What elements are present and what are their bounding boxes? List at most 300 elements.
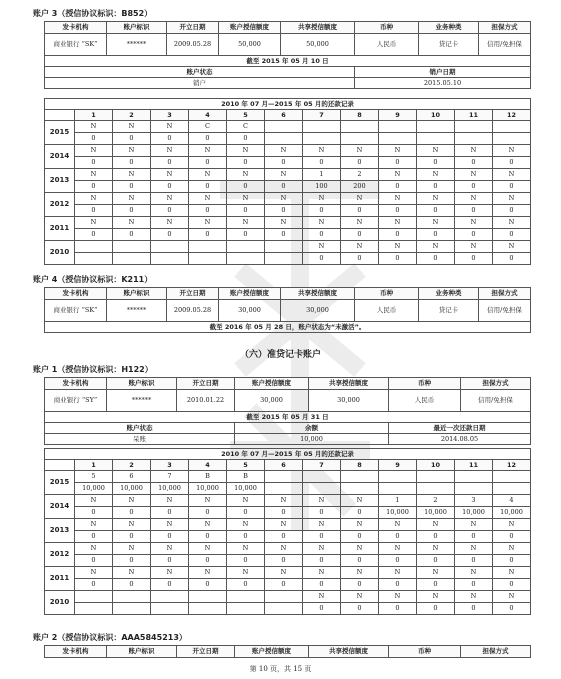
- quasi-account-1-status-cell: 1: [379, 495, 417, 507]
- account-3-status-cell: [265, 241, 303, 253]
- table-row: [45, 169, 531, 181]
- account-3-month-header: 9: [379, 110, 417, 121]
- account-3-amount-cell: 0: [265, 229, 303, 241]
- account-3-amount-cell: 0: [113, 205, 151, 217]
- account-3-month-header: 5: [227, 110, 265, 121]
- account-3-status-cell: N: [227, 145, 265, 157]
- account-3-status-cell: N: [303, 217, 341, 229]
- account-3-amount-cell: 0: [113, 133, 151, 145]
- account-3-status-cell: [227, 241, 265, 253]
- account-3-month-header: 8: [341, 110, 379, 121]
- account-3-month-header: 12: [493, 110, 531, 121]
- quasi-account-1-status-cell: N: [455, 591, 493, 603]
- account-3-status-cell: [493, 121, 531, 133]
- account-3-status-cell: N: [417, 217, 455, 229]
- account-3-month-header: 7: [303, 110, 341, 121]
- account-3-status-cell: [417, 121, 455, 133]
- quasi-account-1-status-cell: N: [151, 567, 189, 579]
- quasi-account-2-header-cell: 账户授信额度: [235, 646, 309, 658]
- account-3-status-cell: N: [227, 193, 265, 205]
- account-4-header-cell: 开立日期: [167, 288, 219, 300]
- quasi-account-1-status-cell: [303, 471, 341, 483]
- account-3-amount-cell: 0: [379, 205, 417, 217]
- quasi-account-1-status-cell: N: [265, 495, 303, 507]
- account-3-status-cell: N: [493, 169, 531, 181]
- account-3-amount-cell: [303, 133, 341, 145]
- account-3-amount-cell: 0: [151, 133, 189, 145]
- account-3-status-cell: N: [113, 217, 151, 229]
- account-3-month-header: 10: [417, 110, 455, 121]
- account-3-close-value: 2015.05.10: [355, 78, 531, 89]
- account-3-amount-cell: 0: [189, 229, 227, 241]
- account-3-amount-cell: 0: [341, 229, 379, 241]
- account-3-status-cell: N: [493, 145, 531, 157]
- quasi-account-1-status-cell: N: [341, 495, 379, 507]
- account-3-header-cell: 开立日期: [167, 22, 219, 34]
- quasi-account-1-year-label: 2010: [45, 591, 75, 615]
- account-3-month-header: 2: [113, 110, 151, 121]
- account-3-amount-cell: [227, 253, 265, 265]
- account-3-header-cell: 业务种类: [419, 22, 479, 34]
- quasi-account-1-amount-cell: 10,000: [493, 507, 531, 519]
- quasi-account-2-header-cell: 账户标识: [107, 646, 177, 658]
- quasi-account-1-year-label: 2013: [45, 519, 75, 543]
- quasi-account-1-amount-cell: 0: [341, 555, 379, 567]
- account-3-status-cell: [75, 241, 113, 253]
- quasi-account-1-status-cell: N: [303, 543, 341, 555]
- quasi-account-1-amount-cell: 0: [227, 507, 265, 519]
- quasi-account-1-amount-cell: 0: [341, 531, 379, 543]
- account-3-status-cell: [113, 241, 151, 253]
- account-3-value-cell: 50,000: [219, 34, 281, 56]
- account-3-amount-cell: 0: [417, 205, 455, 217]
- quasi-account-1-status-cell: 2: [417, 495, 455, 507]
- quasi-account-1-value-cell: 30,000: [235, 390, 309, 412]
- quasi-account-2-header-cell: 币种: [389, 646, 461, 658]
- table-row: [45, 579, 531, 591]
- quasi-account-1-status-cell: N: [151, 495, 189, 507]
- quasi-account-1-amount-cell: [341, 483, 379, 495]
- quasi-account-1-status-value: 呆账: [45, 434, 235, 445]
- account-3-year-label: 2015: [45, 121, 75, 145]
- quasi-account-1-header-cell: 账户标识: [107, 378, 177, 390]
- account-3-status-cell: N: [303, 193, 341, 205]
- account-3-amount-cell: 0: [75, 157, 113, 169]
- account-4-header-cell: 账户标识: [107, 288, 167, 300]
- account-3-month-header: 11: [455, 110, 493, 121]
- quasi-account-1-status-cell: N: [493, 591, 531, 603]
- account-3-status-cell: N: [379, 217, 417, 229]
- quasi-account-1-status-cell: N: [303, 495, 341, 507]
- quasi-account-1-header-cell: 担保方式: [461, 378, 531, 390]
- account-3-amount-cell: 0: [151, 181, 189, 193]
- account-3-status-cell: N: [379, 169, 417, 181]
- quasi-account-1-amount-cell: 0: [455, 603, 493, 615]
- quasi-account-1-year-label: 2012: [45, 543, 75, 567]
- account-3-amount-cell: 0: [151, 157, 189, 169]
- quasi-account-1-status-cell: N: [227, 519, 265, 531]
- quasi-account-1-month-header: 2: [113, 460, 151, 471]
- account-3-amount-cell: 0: [379, 229, 417, 241]
- account-3-status-cell: C: [189, 121, 227, 133]
- account-4-value-cell: 30,000: [219, 300, 281, 322]
- account-3-amount-cell: 0: [113, 157, 151, 169]
- quasi-account-1-amount-cell: 0: [303, 603, 341, 615]
- table-row: [45, 507, 531, 519]
- account-3-status-cell: N: [455, 241, 493, 253]
- account-3-status-cell: N: [493, 217, 531, 229]
- quasi-account-1-amount-cell: 10,000: [113, 483, 151, 495]
- quasi-account-1-header-cell: 账户授信额度: [235, 378, 309, 390]
- account-3-status-cell: N: [265, 169, 303, 181]
- account-3-header-cell: 账户授信额度: [219, 22, 281, 34]
- quasi-account-1-amount-cell: 0: [113, 507, 151, 519]
- table-row: [45, 555, 531, 567]
- quasi-account-1-status-cell: 4: [493, 495, 531, 507]
- account-3-status-cell: [151, 241, 189, 253]
- quasi-account-1-status-cell: N: [341, 591, 379, 603]
- table-row: [45, 217, 531, 229]
- account-3-status-cell: N: [341, 193, 379, 205]
- quasi-account-1-status-cell: N: [227, 495, 265, 507]
- account-3-amount-cell: 0: [227, 229, 265, 241]
- quasi-account-1-amount-cell: 0: [113, 555, 151, 567]
- account-3-status-cell: N: [417, 145, 455, 157]
- account-4-status-note: 截至 2016 年 05 月 28 日，账户状态为“未激活”。: [45, 322, 531, 333]
- quasi-account-1-status-cell: 6: [113, 471, 151, 483]
- quasi-account-1-status-cell: N: [417, 567, 455, 579]
- quasi-account-1-amount-cell: 0: [303, 555, 341, 567]
- quasi-account-2-header-cell: 发卡机构: [45, 646, 107, 658]
- table-row: [45, 543, 531, 555]
- quasi-account-1-amount-cell: [151, 603, 189, 615]
- quasi-account-1-amount-cell: 0: [455, 531, 493, 543]
- quasi-account-1-title: 账户 1（授信协议标识：H122）: [33, 365, 153, 374]
- account-3-month-header: 4: [189, 110, 227, 121]
- quasi-account-1-status-cell: N: [493, 543, 531, 555]
- account-3-amount-cell: 100: [303, 181, 341, 193]
- quasi-account-1-status-cell: N: [493, 567, 531, 579]
- account-4-title: 账户 4（授信协议标识：K211）: [33, 275, 153, 284]
- account-3-header-cell: 发卡机构: [45, 22, 107, 34]
- quasi-account-1-amount-cell: 0: [303, 579, 341, 591]
- quasi-account-1-amount-cell: 0: [341, 507, 379, 519]
- account-3-amount-cell: 0: [417, 229, 455, 241]
- quasi-account-1-status-cell: [265, 471, 303, 483]
- corner-cell: [45, 110, 75, 121]
- quasi-account-1-status-cell: N: [417, 519, 455, 531]
- table-row: [45, 145, 531, 157]
- quasi-account-1-amount-cell: 0: [303, 531, 341, 543]
- account-3-status-cell: N: [113, 169, 151, 181]
- quasi-account-1-status-cell: [265, 591, 303, 603]
- quasi-account-1-amount-cell: 0: [493, 579, 531, 591]
- quasi-account-1-status-cell: N: [151, 519, 189, 531]
- quasi-account-1-amount-cell: 0: [227, 555, 265, 567]
- quasi-account-1-amount-cell: [227, 603, 265, 615]
- account-3-status-cell: N: [227, 169, 265, 181]
- account-3-status-cell: N: [151, 121, 189, 133]
- quasi-account-1-amount-cell: [189, 603, 227, 615]
- account-4-value-cell: 信用/免担保: [479, 300, 531, 322]
- table-row: [45, 229, 531, 241]
- quasi-account-1-status-cell: [227, 591, 265, 603]
- account-3-status-cell: N: [417, 169, 455, 181]
- account-3-amount-cell: 0: [417, 253, 455, 265]
- quasi-account-1-status-cell: N: [151, 543, 189, 555]
- quasi-account-1-status-cell: N: [493, 519, 531, 531]
- account-3-amount-cell: 0: [493, 229, 531, 241]
- quasi-account-1-status-label: 账户状态: [45, 423, 235, 434]
- quasi-account-1-amount-cell: [455, 483, 493, 495]
- account-3-amount-cell: 0: [189, 181, 227, 193]
- quasi-account-1-month-header: 10: [417, 460, 455, 471]
- account-3-status-cell: N: [113, 145, 151, 157]
- account-3-amount-cell: 0: [493, 205, 531, 217]
- quasi-account-1-header-cell: 开立日期: [177, 378, 235, 390]
- account-3-status-cell: [341, 121, 379, 133]
- account-3-header-cell: 账户标识: [107, 22, 167, 34]
- quasi-account-1-value-cell: 30,000: [309, 390, 389, 412]
- table-row: [45, 121, 531, 133]
- quasi-account-1-status-cell: N: [265, 543, 303, 555]
- quasi-account-2-info-table: [44, 645, 531, 658]
- account-4-value-cell: 2009.05.28: [167, 300, 219, 322]
- account-3-status-cell: N: [75, 145, 113, 157]
- account-3-status-cell: N: [379, 241, 417, 253]
- quasi-account-1-history-table: [44, 448, 531, 615]
- account-3-title: 账户 3（授信协议标识：B852）: [33, 9, 153, 18]
- account-3-amount-cell: 0: [379, 253, 417, 265]
- table-row: [45, 133, 531, 145]
- quasi-account-1-history-title: 2010 年 07 月—2015 年 05 月的还款记录: [45, 449, 531, 460]
- account-3-status-value: 销户: [45, 78, 355, 89]
- account-3-value-cell: 人民币: [355, 34, 419, 56]
- account-3-amount-cell: 0: [113, 181, 151, 193]
- table-row: [45, 591, 531, 603]
- account-3-amount-cell: 0: [455, 181, 493, 193]
- quasi-account-1-amount-cell: 0: [227, 579, 265, 591]
- quasi-account-1-year-label: 2011: [45, 567, 75, 591]
- table-row: [45, 495, 531, 507]
- account-3-status-cell: 1: [303, 169, 341, 181]
- quasi-account-1-amount-cell: 10,000: [455, 507, 493, 519]
- account-3-amount-cell: [417, 133, 455, 145]
- account-4-header-cell: 业务种类: [419, 288, 479, 300]
- account-3-status-cell: [303, 121, 341, 133]
- account-3-amount-cell: 0: [75, 229, 113, 241]
- quasi-account-1-month-header: 12: [493, 460, 531, 471]
- account-3-amount-cell: 0: [227, 157, 265, 169]
- quasi-account-1-amount-cell: 10,000: [189, 483, 227, 495]
- account-3-month-header: 6: [265, 110, 303, 121]
- account-3-status-cell: N: [189, 217, 227, 229]
- quasi-account-1-status-cell: [493, 471, 531, 483]
- quasi-account-1-status-cell: N: [455, 519, 493, 531]
- quasi-account-1-amount-cell: 0: [379, 603, 417, 615]
- account-3-amount-cell: 0: [303, 229, 341, 241]
- quasi-account-1-status-cell: N: [265, 567, 303, 579]
- account-3-status-cell: [189, 241, 227, 253]
- account-3-month-header: 3: [151, 110, 189, 121]
- quasi-account-1-amount-cell: 0: [189, 531, 227, 543]
- quasi-account-1-balance-value: 10,000: [235, 434, 389, 445]
- account-3-amount-cell: 0: [455, 229, 493, 241]
- table-row: [45, 193, 531, 205]
- quasi-account-1-amount-cell: 0: [75, 579, 113, 591]
- quasi-account-1-amount-cell: 0: [417, 555, 455, 567]
- corner-cell: [45, 460, 75, 471]
- quasi-account-1-amount-cell: 0: [265, 531, 303, 543]
- quasi-account-1-amount-cell: 0: [75, 507, 113, 519]
- quasi-account-1-amount-cell: [303, 483, 341, 495]
- table-row: [45, 567, 531, 579]
- quasi-account-1-status-cell: [113, 591, 151, 603]
- account-3-amount-cell: [113, 253, 151, 265]
- table-row: [45, 181, 531, 193]
- account-3-amount-cell: 0: [303, 253, 341, 265]
- quasi-account-1-header-cell: 共享授信额度: [309, 378, 389, 390]
- account-3-status-cell: N: [189, 169, 227, 181]
- account-3-amount-cell: 0: [341, 253, 379, 265]
- quasi-account-1-status-cell: N: [303, 591, 341, 603]
- account-3-amount-cell: 0: [303, 157, 341, 169]
- account-4-value-cell: 30,000: [281, 300, 355, 322]
- account-3-amount-cell: 0: [151, 205, 189, 217]
- account-3-status-cell: N: [151, 169, 189, 181]
- quasi-account-1-status-cell: N: [455, 543, 493, 555]
- account-3-value-cell: 2009.05.28: [167, 34, 219, 56]
- quasi-account-1-amount-cell: 0: [379, 555, 417, 567]
- account-3-amount-cell: 0: [265, 157, 303, 169]
- account-3-amount-cell: [151, 253, 189, 265]
- account-3-status-cell: [265, 121, 303, 133]
- account-3-amount-cell: [265, 133, 303, 145]
- quasi-account-1-status-cell: N: [379, 519, 417, 531]
- quasi-account-1-status-cell: 3: [455, 495, 493, 507]
- account-3-history-title: 2010 年 07 月—2015 年 05 月的还款记录: [45, 99, 531, 110]
- quasi-account-1-status-cell: N: [113, 519, 151, 531]
- quasi-account-1-amount-cell: 0: [265, 555, 303, 567]
- account-3-status-cell: N: [455, 169, 493, 181]
- quasi-account-1-year-label: 2015: [45, 471, 75, 495]
- quasi-account-1-amount-cell: [113, 603, 151, 615]
- account-3-amount-cell: 0: [493, 253, 531, 265]
- account-4-info-table: [44, 287, 531, 333]
- quasi-account-1-status-cell: N: [455, 567, 493, 579]
- quasi-account-1-month-header: 3: [151, 460, 189, 471]
- account-3-status-cell: [379, 121, 417, 133]
- account-3-amount-cell: 0: [493, 157, 531, 169]
- account-3-status-cell: N: [303, 145, 341, 157]
- account-3-amount-cell: 0: [75, 181, 113, 193]
- table-row: [45, 253, 531, 265]
- table-row: [45, 471, 531, 483]
- quasi-account-1-amount-cell: 0: [265, 507, 303, 519]
- account-3-header-cell: 币种: [355, 22, 419, 34]
- account-4-value-cell: ******: [107, 300, 167, 322]
- quasi-account-1-month-header: 5: [227, 460, 265, 471]
- account-3-status-cell: N: [303, 241, 341, 253]
- quasi-account-1-info-table: [44, 377, 531, 445]
- table-row: [45, 531, 531, 543]
- quasi-account-1-status-cell: N: [417, 543, 455, 555]
- quasi-account-1-amount-cell: 0: [303, 507, 341, 519]
- quasi-account-1-status-cell: N: [75, 519, 113, 531]
- account-4-value-cell: 商业银行 “SK”: [45, 300, 107, 322]
- account-3-status-cell: N: [189, 145, 227, 157]
- quasi-account-1-month-header: 7: [303, 460, 341, 471]
- quasi-account-1-last-pay-label: 最近一次还款日期: [389, 423, 531, 434]
- account-3-month-header: 1: [75, 110, 113, 121]
- account-3-amount-cell: [265, 253, 303, 265]
- quasi-account-1-status-cell: N: [341, 567, 379, 579]
- account-3-status-cell: 2: [341, 169, 379, 181]
- quasi-account-1-amount-cell: 0: [113, 579, 151, 591]
- account-3-status-cell: N: [341, 217, 379, 229]
- account-3-amount-cell: 0: [189, 133, 227, 145]
- quasi-account-1-amount-cell: 0: [75, 531, 113, 543]
- account-4-header-cell: 担保方式: [479, 288, 531, 300]
- quasi-account-1-amount-cell: [493, 483, 531, 495]
- quasi-account-1-month-header: 6: [265, 460, 303, 471]
- quasi-account-1-amount-cell: 0: [493, 531, 531, 543]
- account-3-status-cell: N: [493, 193, 531, 205]
- quasi-account-1-amount-cell: [265, 483, 303, 495]
- account-3-status-cell: N: [75, 121, 113, 133]
- quasi-account-1-amount-cell: 0: [379, 579, 417, 591]
- quasi-account-1-amount-cell: 0: [113, 531, 151, 543]
- quasi-account-1-header-cell: 发卡机构: [45, 378, 107, 390]
- account-3-status-cell: N: [341, 241, 379, 253]
- page-footer: 第 10 页，共 15 页: [249, 665, 312, 673]
- account-3-header-cell: 担保方式: [479, 22, 531, 34]
- quasi-account-1-balance-label: 余额: [235, 423, 389, 434]
- quasi-account-1-status-cell: N: [189, 519, 227, 531]
- account-3-status-cell: N: [455, 145, 493, 157]
- account-3-amount-cell: 0: [227, 205, 265, 217]
- account-3-year-label: 2012: [45, 193, 75, 217]
- quasi-account-1-amount-cell: [265, 603, 303, 615]
- account-3-close-label: 销户日期: [355, 67, 531, 78]
- quasi-account-1-status-cell: B: [227, 471, 265, 483]
- account-3-amount-cell: [341, 133, 379, 145]
- account-3-year-label: 2011: [45, 217, 75, 241]
- account-3-status-cell: N: [379, 193, 417, 205]
- account-3-amount-cell: 0: [75, 133, 113, 145]
- quasi-account-1-value-cell: 2010.01.22: [177, 390, 235, 412]
- account-3-amount-cell: 0: [227, 133, 265, 145]
- account-3-amount-cell: 0: [189, 205, 227, 217]
- account-3-amount-cell: [75, 253, 113, 265]
- quasi-account-1-status-cell: [189, 591, 227, 603]
- account-3-amount-cell: 0: [379, 181, 417, 193]
- account-3-amount-cell: 0: [75, 205, 113, 217]
- quasi-account-1-status-cell: N: [379, 591, 417, 603]
- account-3-amount-cell: 0: [189, 157, 227, 169]
- account-3-status-cell: N: [75, 193, 113, 205]
- account-3-amount-cell: 0: [455, 157, 493, 169]
- account-3-amount-cell: [379, 133, 417, 145]
- quasi-account-1-value-cell: 商业银行 “SY”: [45, 390, 107, 412]
- quasi-account-1-amount-cell: 10,000: [75, 483, 113, 495]
- account-3-value-cell: ******: [107, 34, 167, 56]
- account-3-amount-cell: [455, 133, 493, 145]
- account-3-amount-cell: 200: [341, 181, 379, 193]
- account-3-amount-cell: [189, 253, 227, 265]
- account-3-status-cell: N: [379, 145, 417, 157]
- account-4-value-cell: 贷记卡: [419, 300, 479, 322]
